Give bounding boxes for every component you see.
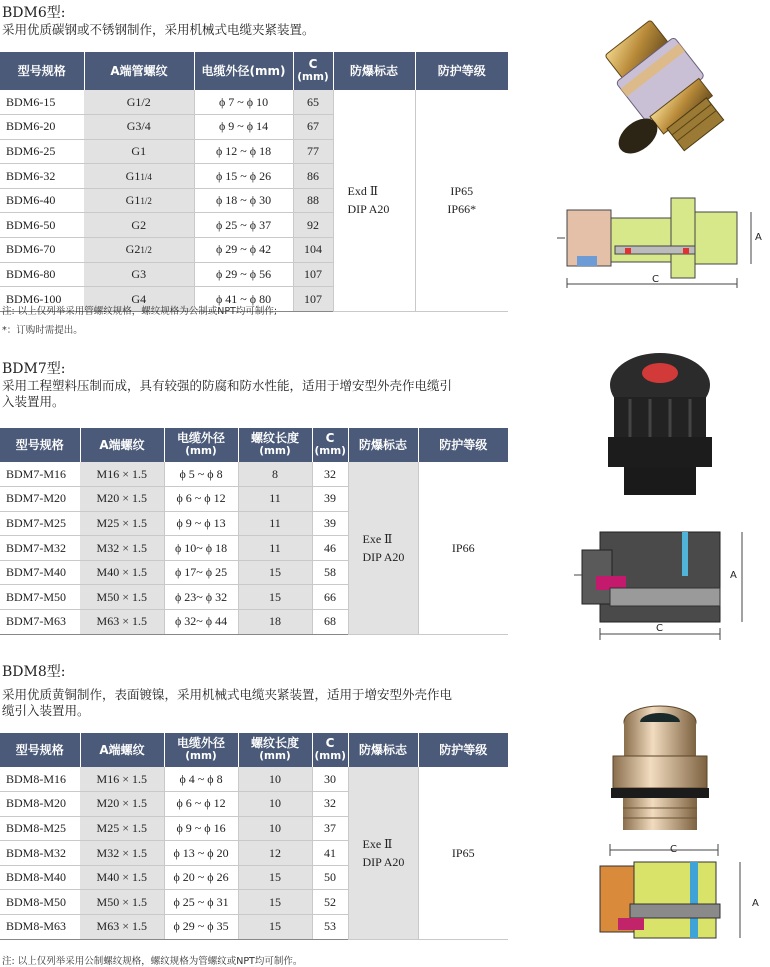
model-cell: BDM6-80 (0, 262, 84, 287)
c-cell: 50 (312, 865, 348, 890)
ex-mark-line-2: DIP A20 (347, 202, 390, 217)
ip-line-2: IP66* (447, 202, 477, 217)
model-cell: BDM6-25 (0, 139, 84, 164)
cable-diameter-cell: ϕ 12 ~ ϕ 18 (194, 139, 293, 164)
table-row (0, 767, 508, 792)
ex-mark-line-2: DIP A20 (362, 549, 405, 564)
thread-cell: M63 × 1.5 (80, 915, 164, 940)
thread-cell: M20 × 1.5 (80, 487, 164, 512)
ex-mark-line-2: DIP A20 (362, 854, 405, 869)
bdm8-note-1: 注: 以上仅列举采用公制螺纹规格，螺纹规格为管螺纹或NPT均可制作。 (2, 956, 303, 967)
model-cell: BDM7-M63 (0, 610, 80, 635)
thread-value: G2 (125, 242, 141, 257)
bdm6-diagram-label-a: A (755, 232, 762, 243)
thread-fraction: 1/4 (140, 171, 152, 182)
cable-diameter-cell: ϕ 15 ~ ϕ 26 (194, 164, 293, 189)
c-cell: 104 (293, 238, 333, 263)
model-cell: BDM8-M50 (0, 890, 80, 915)
thread-fraction: 1/2 (140, 245, 152, 256)
c-cell: 30 (312, 767, 348, 792)
c-cell: 41 (312, 841, 348, 866)
thread-length-cell: 15 (238, 560, 312, 585)
cable-diameter-cell: ϕ 18 ~ ϕ 30 (194, 188, 293, 213)
thread-cell: M50 × 1.5 (80, 585, 164, 610)
cable-diameter-cell: ϕ 23~ ϕ 32 (164, 585, 238, 610)
model-cell: BDM8-M20 (0, 792, 80, 817)
header-ip: 防护等级 (418, 733, 508, 767)
thread-length-cell: 10 (238, 767, 312, 792)
thread-length-cell: 10 (238, 816, 312, 841)
cable-diameter-cell: ϕ 13 ~ ϕ 20 (164, 841, 238, 866)
thread-cell: M16 × 1.5 (80, 462, 164, 487)
thread-value: G3/4 (126, 119, 151, 134)
thread-length-cell: 11 (238, 511, 312, 536)
header-ip: 防护等级 (418, 428, 508, 462)
cable-diameter-cell: ϕ 6 ~ ϕ 12 (164, 487, 238, 512)
c-cell: 67 (293, 115, 333, 140)
bdm8-title: BDM8型: (2, 664, 66, 680)
model-cell: BDM8-M25 (0, 816, 80, 841)
ex-mark-line-1: Exe Ⅱ (362, 836, 393, 851)
ip-cell (418, 462, 508, 634)
cable-diameter-cell: ϕ 29 ~ ϕ 56 (194, 262, 293, 287)
cable-diameter-cell: ϕ 32~ ϕ 44 (164, 610, 238, 635)
thread-length-cell: 15 (238, 585, 312, 610)
model-cell: BDM8-M40 (0, 865, 80, 890)
bdm7-product-photo (600, 345, 720, 500)
ip-line-1: IP66 (451, 540, 475, 555)
thread-value: G1 (131, 143, 147, 158)
header-thread: A端管螺纹 (84, 52, 194, 90)
ip-cell (415, 90, 508, 311)
header-model: 型号规格 (0, 428, 80, 462)
header-cable-diameter: 电缆外径 (mm) (164, 733, 238, 767)
c-cell: 65 (293, 90, 333, 115)
bdm7-diagram-label-a: A (730, 570, 737, 581)
bdm7-dimension-diagram (570, 520, 765, 645)
bdm6-product-photo (600, 12, 740, 162)
c-cell: 46 (312, 536, 348, 561)
c-cell: 58 (312, 560, 348, 585)
ex-mark-line-1: Exd Ⅱ (347, 184, 378, 199)
c-cell: 107 (293, 287, 333, 312)
thread-length-cell: 12 (238, 841, 312, 866)
thread-fraction: 1/2 (140, 196, 152, 207)
thread-cell (84, 115, 194, 140)
thread-cell (84, 164, 194, 189)
cable-diameter-cell: ϕ 5 ~ ϕ 8 (164, 462, 238, 487)
thread-length-cell: 11 (238, 536, 312, 561)
c-cell: 107 (293, 262, 333, 287)
header-thread-length: 螺纹长度 (mm) (238, 428, 312, 462)
cable-diameter-cell: ϕ 4 ~ ϕ 8 (164, 767, 238, 792)
cable-diameter-cell: ϕ 9 ~ ϕ 16 (164, 816, 238, 841)
bdm8-spec-table (0, 733, 508, 940)
thread-cell: M40 × 1.5 (80, 560, 164, 585)
bdm8-description-line-2: 缆引入装置用。 (2, 703, 90, 718)
bdm8-diagram-label-c: C (670, 844, 677, 855)
header-c: C (mm) (293, 52, 333, 90)
header-model: 型号规格 (0, 733, 80, 767)
cable-diameter-cell: ϕ 7 ~ ϕ 10 (194, 90, 293, 115)
header-thread: A端螺纹 (80, 428, 164, 462)
header-cable-diameter: 电缆外径(mm) (194, 52, 293, 90)
ip-cell (418, 767, 508, 939)
thread-cell (84, 139, 194, 164)
ip-line-1: IP65 (450, 184, 474, 199)
cable-diameter-cell: ϕ 25 ~ ϕ 31 (164, 890, 238, 915)
cable-diameter-cell: ϕ 9 ~ ϕ 14 (194, 115, 293, 140)
bdm6-note-2: *：订购时需提出。 (2, 325, 83, 336)
thread-cell (84, 238, 194, 263)
bdm6-dimension-diagram (555, 188, 765, 298)
model-cell: BDM6-20 (0, 115, 84, 140)
header-ip: 防护等级 (415, 52, 508, 90)
bdm7-description-line-1: 采用工程塑料压制而成，具有较强的防腐和防水性能，适用于增安型外壳作电缆引 (2, 378, 453, 393)
header-thread: A端螺纹 (80, 733, 164, 767)
model-cell: BDM7-M40 (0, 560, 80, 585)
c-cell: 37 (312, 816, 348, 841)
bdm6-spec-table (0, 52, 508, 312)
c-cell: 68 (312, 610, 348, 635)
bdm6-diagram-label-c: C (652, 274, 659, 285)
model-cell: BDM8-M32 (0, 841, 80, 866)
header-ex-mark: 防爆标志 (348, 428, 418, 462)
model-cell: BDM6-50 (0, 213, 84, 238)
model-cell: BDM6-32 (0, 164, 84, 189)
cable-diameter-cell: ϕ 9 ~ ϕ 13 (164, 511, 238, 536)
c-cell: 39 (312, 487, 348, 512)
model-cell: BDM6-100 (0, 287, 84, 312)
model-cell: BDM6-70 (0, 238, 84, 263)
thread-length-cell: 11 (238, 487, 312, 512)
header-ex-mark: 防爆标志 (348, 733, 418, 767)
thread-cell: M20 × 1.5 (80, 792, 164, 817)
cable-diameter-cell: ϕ 20 ~ ϕ 26 (164, 865, 238, 890)
cable-diameter-cell: ϕ 10~ ϕ 18 (164, 536, 238, 561)
c-cell: 77 (293, 139, 333, 164)
ex-mark-line-1: Exe Ⅱ (362, 531, 393, 546)
thread-cell: M25 × 1.5 (80, 816, 164, 841)
model-cell: BDM6-15 (0, 90, 84, 115)
thread-length-cell: 8 (238, 462, 312, 487)
table-row (0, 90, 508, 115)
bdm7-diagram-label-c: C (656, 623, 663, 634)
thread-cell: M32 × 1.5 (80, 841, 164, 866)
cable-diameter-cell: ϕ 29 ~ ϕ 42 (194, 238, 293, 263)
thread-cell: M16 × 1.5 (80, 767, 164, 792)
thread-length-cell: 18 (238, 610, 312, 635)
header-thread-length: 螺纹长度 (mm) (238, 733, 312, 767)
thread-cell: M40 × 1.5 (80, 865, 164, 890)
c-cell: 32 (312, 462, 348, 487)
thread-length-cell: 15 (238, 865, 312, 890)
model-cell: BDM7-M32 (0, 536, 80, 561)
thread-cell (84, 262, 194, 287)
bdm7-spec-table (0, 428, 508, 635)
model-cell: BDM6-40 (0, 188, 84, 213)
bdm6-description: 采用优质碳钢或不锈钢制作，采用机械式电缆夹紧装置。 (2, 22, 315, 37)
c-cell: 39 (312, 511, 348, 536)
bdm8-product-photo (605, 700, 715, 835)
c-cell: 32 (312, 792, 348, 817)
thread-length-cell: 15 (238, 890, 312, 915)
bdm8-dimension-diagram (590, 840, 765, 955)
model-cell: BDM8-M16 (0, 767, 80, 792)
c-cell: 88 (293, 188, 333, 213)
header-cable-diameter: 电缆外径 (mm) (164, 428, 238, 462)
thread-cell: M25 × 1.5 (80, 511, 164, 536)
ex-mark-cell (333, 90, 415, 311)
bdm6-note-1: 注: 以上仅列举采用管螺纹规格，螺纹规格为公制或NPT均可制作; (2, 306, 278, 317)
cable-diameter-cell: ϕ 6 ~ ϕ 12 (164, 792, 238, 817)
header-ex-mark: 防爆标志 (333, 52, 415, 90)
c-cell: 53 (312, 915, 348, 940)
cable-diameter-cell: ϕ 41 ~ ϕ 80 (194, 287, 293, 312)
c-cell: 86 (293, 164, 333, 189)
ex-mark-cell (348, 462, 418, 634)
model-cell: BDM7-M20 (0, 487, 80, 512)
cable-diameter-cell: ϕ 17~ ϕ 25 (164, 560, 238, 585)
thread-cell: M50 × 1.5 (80, 890, 164, 915)
thread-cell: M63 × 1.5 (80, 610, 164, 635)
bdm7-title: BDM7型: (2, 361, 66, 377)
thread-value: G2 (131, 217, 147, 232)
model-cell: BDM7-M25 (0, 511, 80, 536)
bdm6-title: BDM6型: (2, 5, 66, 21)
header-c: C (mm) (312, 733, 348, 767)
thread-value: G4 (131, 291, 147, 306)
thread-value: G1 (125, 168, 141, 183)
bdm7-description-line-2: 入装置用。 (2, 394, 65, 409)
cable-diameter-cell: ϕ 29 ~ ϕ 35 (164, 915, 238, 940)
header-c: C (mm) (312, 428, 348, 462)
ex-mark-cell (348, 767, 418, 939)
model-cell: BDM7-M50 (0, 585, 80, 610)
thread-cell: M32 × 1.5 (80, 536, 164, 561)
model-cell: BDM8-M63 (0, 915, 80, 940)
table-row (0, 462, 508, 487)
header-model: 型号规格 (0, 52, 84, 90)
thread-value: G1 (125, 193, 141, 208)
thread-value: G3 (131, 266, 147, 281)
c-cell: 66 (312, 585, 348, 610)
thread-length-cell: 10 (238, 792, 312, 817)
thread-value: G1/2 (126, 94, 151, 109)
bdm8-diagram-label-a: A (752, 898, 759, 909)
thread-cell (84, 90, 194, 115)
c-cell: 92 (293, 213, 333, 238)
cable-diameter-cell: ϕ 25 ~ ϕ 37 (194, 213, 293, 238)
thread-cell (84, 188, 194, 213)
thread-length-cell: 15 (238, 915, 312, 940)
bdm8-description-line-1: 采用优质黄铜制作，表面镀镍，采用机械式电缆夹紧装置，适用于增安型外壳作电 (2, 687, 453, 702)
model-cell: BDM7-M16 (0, 462, 80, 487)
c-cell: 52 (312, 890, 348, 915)
ip-line-1: IP65 (451, 845, 475, 860)
thread-cell (84, 213, 194, 238)
